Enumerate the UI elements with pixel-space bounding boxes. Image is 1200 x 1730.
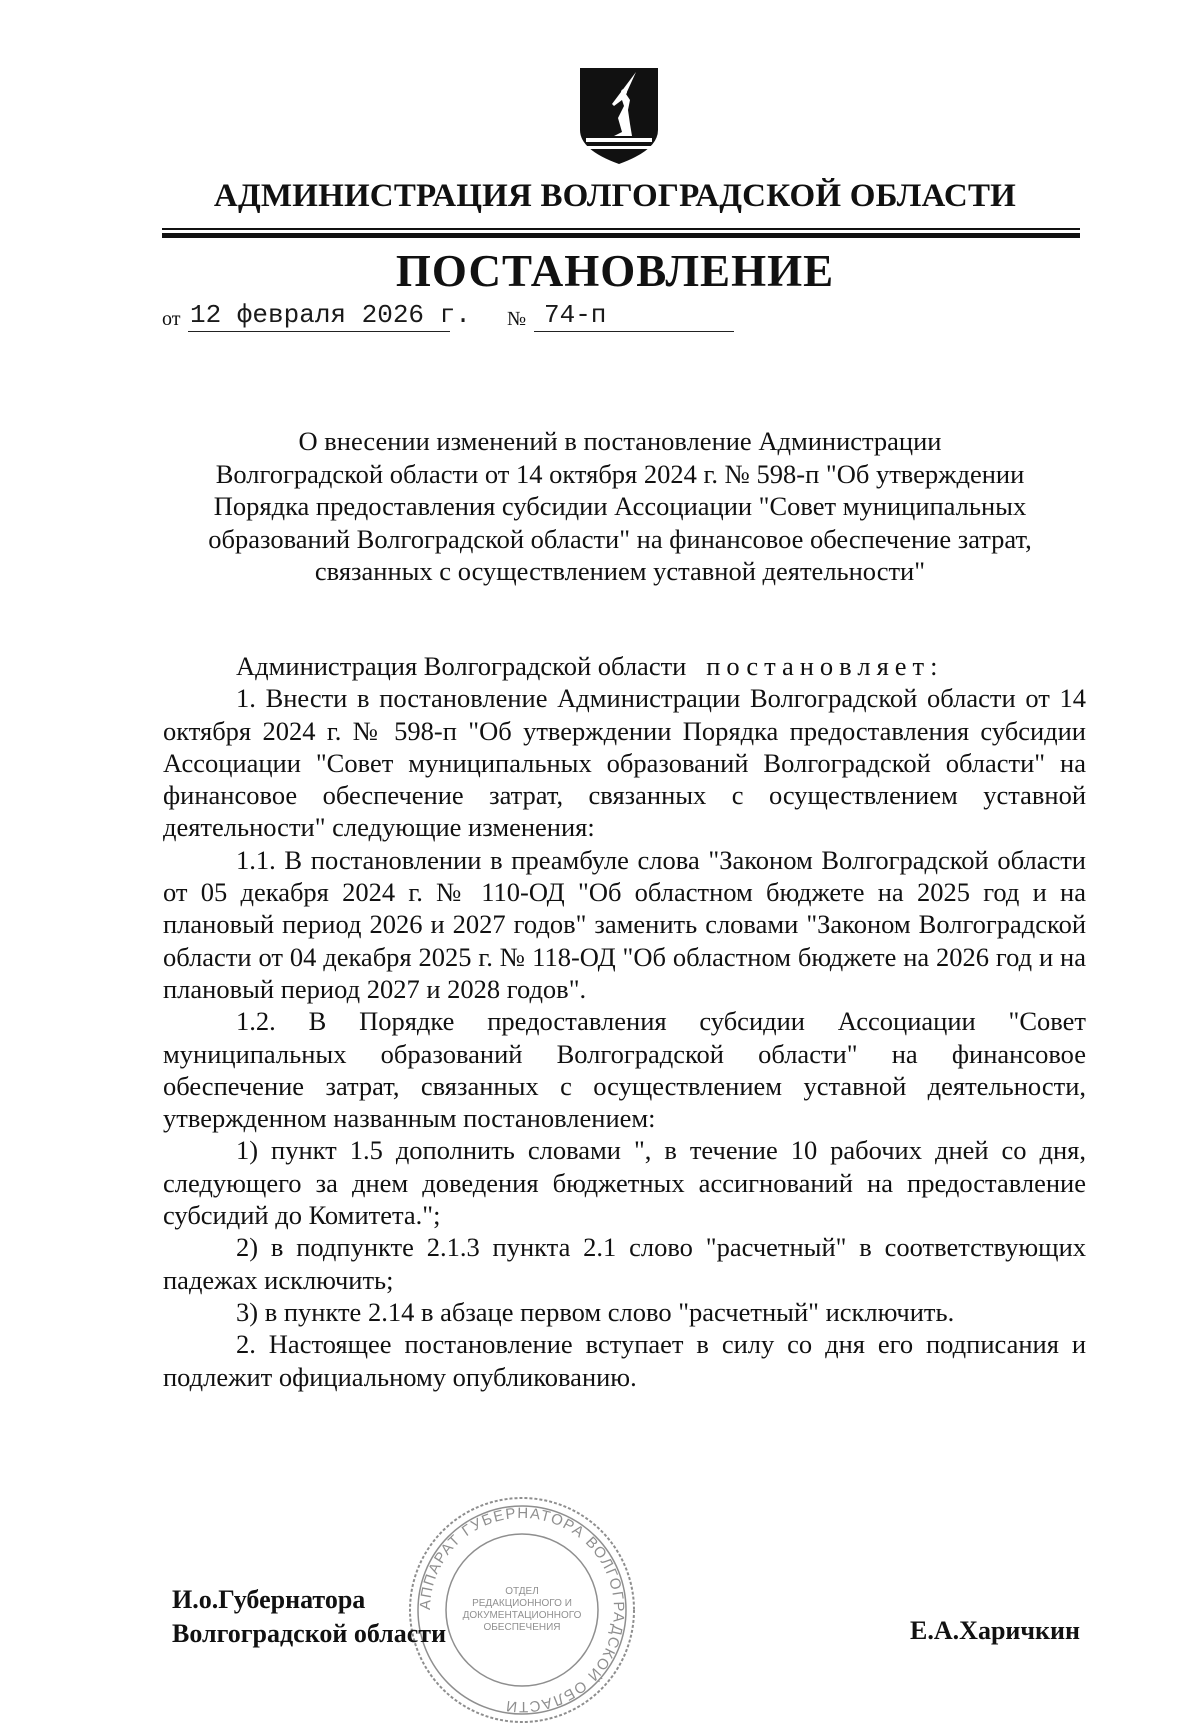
subitem-2: 2) в подпункте 2.1.3 пункта 2.1 слово "расчетный" в соответствующих падежах исключить; [163,1232,1086,1295]
header-rule-thin [162,228,1080,230]
document-type-title: ПОСТАНОВЛЕНИЕ [395,246,835,296]
date-underline [188,331,450,332]
number-value: 74-п [544,300,607,330]
seal-outer-text: АППАРАТ ГУБЕРНАТОРА ВОЛГОГРАДСКОЙ ОБЛАСТИ [416,1504,628,1716]
signatory-name: Е.А.Харичкин [910,1616,1080,1645]
date-prefix: от [162,308,181,330]
signatory-position [172,1583,446,1651]
preamble [163,650,1086,682]
subject-line: Порядка предоставления субсидии Ассоциации "Совет муниципальных [213,491,1027,521]
organization-name: АДМИНИСТРАЦИЯ ВОЛГОГРАДСКОЙ ОБЛАСТИ [213,178,1017,214]
preamble-verb: постановляет: [706,651,944,681]
header-rule-thick [162,233,1080,238]
document-body [163,650,1086,1393]
paragraph-1-2: 1.2. В Порядке предоставления субсидии Ассоциации "Совет муниципальных образований Волгоградской области" на финансовое обеспечение затрат, связанных с осуществлением уставной деятельности, утвержденном названным постановлением: [163,1006,1086,1134]
date-value: 12 февраля 2026 г. [190,300,471,330]
signatory-position-line1: И.о.Губернатора [172,1585,366,1614]
registration-line [162,302,742,332]
subject-line: образований Волгоградской области" на финансовое обеспечение затрат, [208,523,1032,554]
paragraph-2: 2. Настоящее постановление вступает в силу со дня его подписания и подлежит официальному опубликованию. [163,1329,1086,1392]
number-prefix: № [507,308,527,330]
document-subject [160,425,1080,588]
paragraph-1: 1. Внести в постановление Администрации Волгоградской области от 14 октября 2024 г. № 598-п "Об утверждении Порядка предоставления субсидии Ассоциации "Совет муниципальных образований Волгоградской области" на финансовое обеспечение затрат, связанных с осуществлением уставной деятельности" следующие изменения: [163,683,1086,843]
subject-line: Волгоградской области от 14 октября 2024 г. № 598-п "Об утверждении [215,458,1025,489]
subject-line: О внесении изменений в постановление Администрации [298,426,942,456]
subitem-1: 1) пункт 1.5 дополнить словами ", в течение 10 рабочих дней со дня, следующего за днем доведения бюджетных ассигнований на предоставление субсидий до Комитета."; [163,1135,1086,1231]
preamble-subject: Администрация Волгоградской области [236,651,687,681]
number-underline [534,331,734,332]
subitem-3: 3) в пункте 2.14 в абзаце первом слово "расчетный" исключить. [236,1296,955,1327]
seal-inner-text: ОТДЕЛ РЕДАКЦИОННОГО И ДОКУМЕНТАЦИОННОГО ОБЕСПЕЧЕНИЯ [462,1586,582,1633]
subject-line: связанных с осуществлением уставной деятельности" [314,556,926,586]
signatory-position-line2: Волгоградской области [172,1619,447,1648]
volgograd-coat-of-arms-icon [578,66,660,166]
paragraph-1-1: 1.1. В постановлении в преамбуле слова "Законом Волгоградской области от 05 декабря 2024 г. № 110-ОД "Об областном бюджете на 2025 год и на плановый период 2026 и 2027 годов" заменить словами "Законом Волгоградской области от 04 декабря 2025 г. № 118-ОД "Об областном бюджете на 2026 год и на плановый период 2027 и 2028 годов". [163,844,1086,1004]
